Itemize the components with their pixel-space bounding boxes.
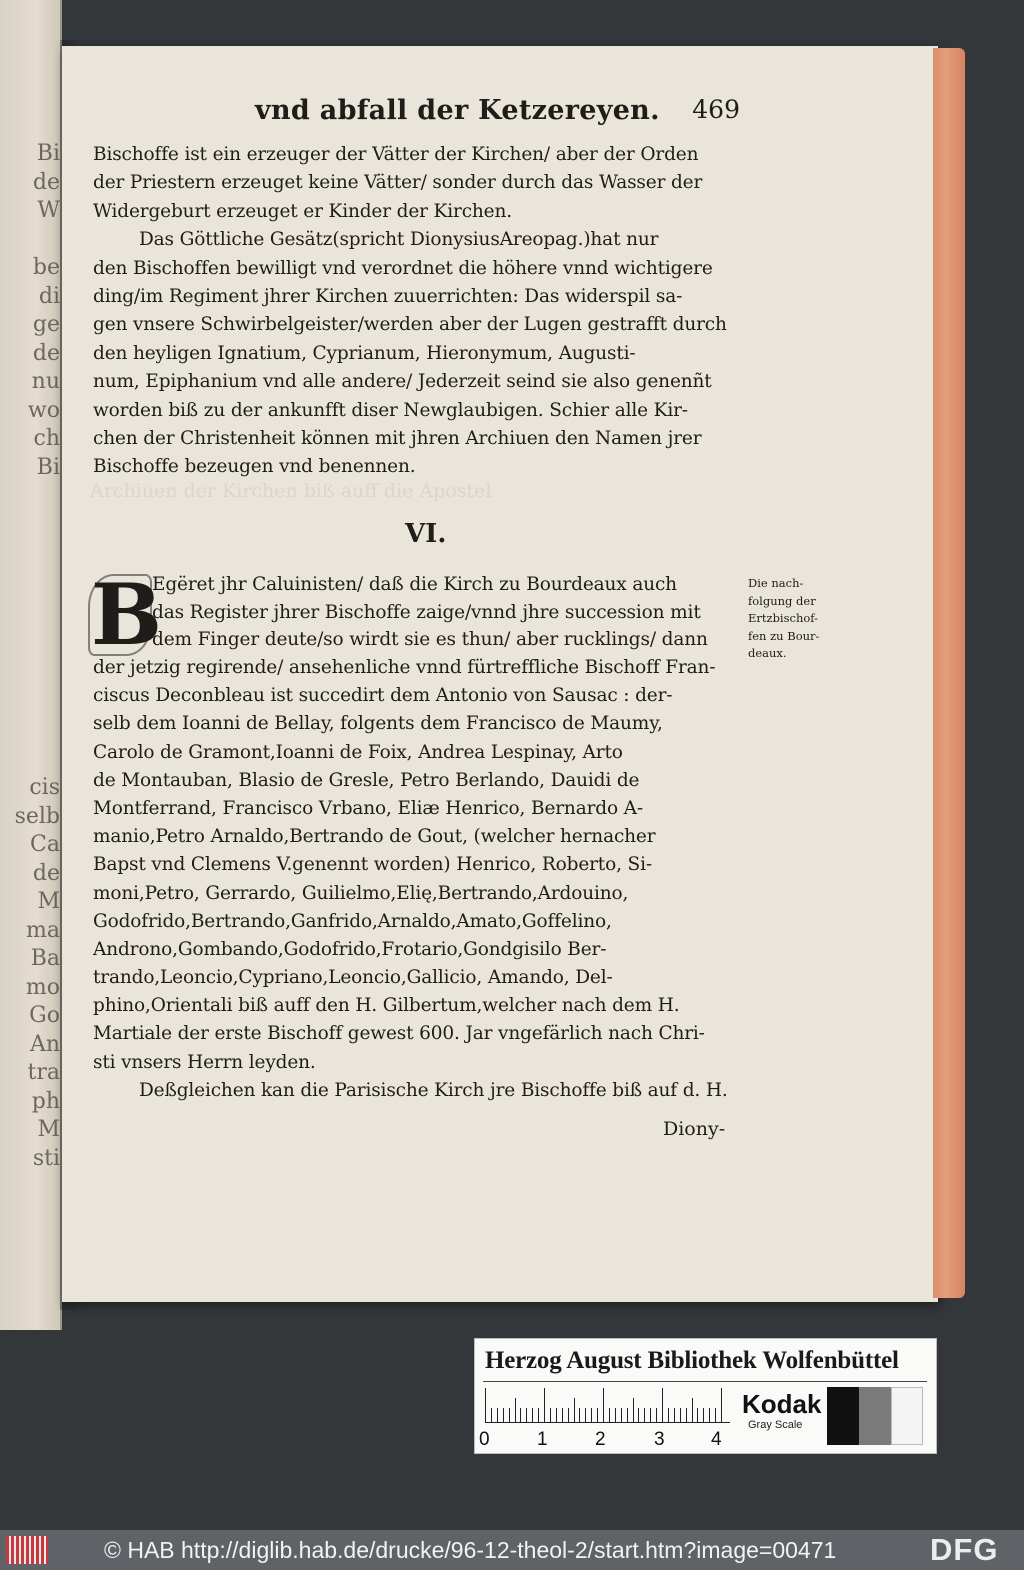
text-line: dem Finger deute/so wirdt sie es thun/ aber rucklings/ dann — [152, 629, 708, 650]
text-line: sti vnsers Herrn leyden. — [93, 1051, 316, 1073]
ruler-tick — [568, 1408, 569, 1422]
ruler-tick — [633, 1398, 634, 1422]
ruler-tick — [550, 1408, 551, 1422]
ruler-tick — [656, 1408, 657, 1422]
text-line: Carolo de Gramont,Ioanni de Foix, Andrea Lespinay, Arto — [93, 741, 623, 763]
left-page-fragments: Bi de W be di ge de nu wo ch Bi — [27, 141, 60, 480]
ruler-tick — [509, 1408, 510, 1422]
ruler-tick — [574, 1398, 575, 1422]
ruler-tick — [485, 1388, 486, 1422]
page-number: 469 — [692, 95, 740, 124]
reference-card — [474, 1338, 937, 1454]
ruler-tick — [591, 1408, 592, 1422]
ruler-tick — [556, 1408, 557, 1422]
text-line: manio,Petro Arnaldo,Bertrando de Gout, (welcher hernacher — [93, 826, 656, 848]
text-line: ding/im Regiment jhrer Kirchen zuuerrichten: Das widerspil sa- — [93, 285, 683, 307]
text-line: Bischoffe ist ein erzeuger der Vätter der Kirchen/ aber der Orden — [93, 144, 699, 165]
gray-swatch-white — [891, 1387, 923, 1445]
text-line: Godofrido,Bertrando,Ganfrido,Arnaldo,Amato,Goffelino, — [93, 910, 612, 932]
ruler-tick — [579, 1408, 580, 1422]
library-name: Herzog August Bibliothek Wolfenbüttel — [485, 1347, 899, 1374]
text-line: worden biß zu der ankunfft diser Newglaubigen. Schier alle Kir- — [93, 399, 688, 421]
ruler-tick — [715, 1408, 716, 1422]
dropcap: B — [91, 565, 162, 664]
text-line: moni,Petro, Gerrardo, Guilielmo,Elię,Bertrando,Ardouino, — [93, 882, 629, 904]
text-line: das Register jhrer Bischoffe zaige/vnnd jhre succession mit — [152, 601, 701, 623]
marginal-note-line: Ertzbischof- — [748, 611, 819, 625]
ruler-tick — [621, 1408, 622, 1422]
ruler-tick — [603, 1388, 604, 1422]
text-line: trando,Leoncio,Cypriano,Leoncio,Gallicio, Amando, Del- — [93, 967, 613, 989]
card-divider — [483, 1381, 927, 1382]
ruler-tick — [697, 1408, 698, 1422]
text-line: den Bischoffen bewilligt vnd verordnet die höhere vnnd wichtigere — [93, 257, 713, 279]
copyright-link[interactable]: © HAB http://diglib.hab.de/drucke/96-12-theol-2/start.htm?image=00471 — [104, 1537, 837, 1563]
text-line: der jetzig regirende/ ansehenliche vnnd fürtreffliche Bischoff Fran- — [93, 657, 716, 678]
gray-scale-label: Gray Scale — [748, 1419, 803, 1431]
ruler-tick — [680, 1408, 681, 1422]
ruler-tick — [674, 1408, 675, 1422]
ruler-tick — [544, 1388, 545, 1422]
measurement-ruler — [485, 1387, 730, 1423]
text-line: selb dem Ioanni de Bellay, folgents dem Francisco de Maumy, — [93, 713, 663, 735]
text-line: chen der Christenheit können mit jhren Archiuen den Namen jrer — [93, 427, 702, 449]
ruler-tick — [597, 1408, 598, 1422]
gray-swatch-mid — [859, 1387, 891, 1445]
ruler-tick — [585, 1408, 586, 1422]
ruler-tick — [709, 1408, 710, 1422]
text-line: Bischoffe bezeugen vnd benennen. — [93, 456, 416, 478]
text-line: der Priestern erzeuget keine Vätter/ sonder durch das Wasser der — [93, 172, 703, 194]
page-edge-red — [933, 48, 965, 1298]
ruler-tick — [538, 1408, 539, 1422]
ruler-tick — [650, 1408, 651, 1422]
ruler-number: 0 — [479, 1429, 490, 1450]
text-block-1 — [93, 141, 745, 482]
ruler-tick — [609, 1408, 610, 1422]
ruler-tick — [520, 1408, 521, 1422]
marginal-note-line: folgung der — [748, 593, 816, 608]
ruler-tick — [686, 1408, 687, 1422]
hab-barcode-icon — [6, 1536, 48, 1564]
ruler-tick — [503, 1408, 504, 1422]
ruler-number: 2 — [595, 1429, 606, 1450]
ruler-tick — [627, 1408, 628, 1422]
text-block-3 — [93, 654, 745, 1105]
text-line: de Montauban, Blasio de Gresle, Petro Berlando, Dauidi de — [93, 769, 640, 791]
ruler-tick — [638, 1408, 639, 1422]
left-page-edge — [0, 0, 62, 1330]
ruler-tick — [562, 1408, 563, 1422]
ruler-number: 4 — [711, 1429, 722, 1450]
running-title: vnd abfall der Ketzereyen. — [255, 95, 660, 126]
ruler-tick — [526, 1408, 527, 1422]
text-line: phino,Orientali biß auff den H. Gilbertum,welcher nach dem H. — [93, 995, 680, 1017]
marginal-note — [748, 575, 848, 663]
text-line: Egëret jhr Caluinisten/ daß die Kirch zu Bourdeaux auch — [152, 574, 677, 595]
marginal-note-line: deaux. — [748, 646, 787, 660]
page-header — [255, 95, 740, 135]
kodak-logo: Kodak — [742, 1389, 822, 1419]
text-line: gen vnsere Schwirbelgeister/werden aber der Lugen gestrafft durch — [93, 314, 727, 336]
ruler-tick — [532, 1408, 533, 1422]
text-line: Martiale der erste Bischoff gewest 600. Jar vngefärlich nach Chri- — [93, 1023, 705, 1045]
text-line: Bapst vnd Clemens V.genennt worden) Henrico, Roberto, Si- — [93, 854, 652, 876]
text-line: Das Göttliche Gesätz(spricht DionysiusAreopag.)hat nur — [139, 229, 659, 251]
ruler-tick — [692, 1398, 693, 1422]
ruler-tick — [721, 1388, 722, 1422]
ruler-number: 3 — [654, 1429, 665, 1450]
ruler-tick — [497, 1408, 498, 1422]
text-block-2 — [152, 571, 742, 654]
text-line: Deßgleichen kan die Parisische Kirch jre Bischoffe biß auf d. H. — [139, 1079, 728, 1101]
left-page-fragments-lower: cis selb Ca de M ma Ba mo Go An tra ph M sti — [14, 775, 60, 1171]
text-line: Androno,Gombando,Godofrido,Frotario,Gondgisilo Ber- — [93, 938, 607, 960]
catchword: Diony- — [663, 1118, 726, 1140]
ruler-tick — [668, 1408, 669, 1422]
marginal-note-line: fen zu Bour- — [748, 628, 820, 643]
text-line: num, Epiphanium vnd alle andere/ Jederzeit seind sie also genenñt — [93, 371, 712, 393]
ruler-tick — [491, 1408, 492, 1422]
ruler-tick — [615, 1408, 616, 1422]
ruler-tick — [515, 1398, 516, 1422]
dfg-logo: DFG — [930, 1532, 999, 1567]
text-line: den heyligen Ignatium, Cyprianum, Hieronymum, Augusti- — [93, 342, 636, 364]
marginal-note-line: Die nach- — [748, 576, 804, 590]
ruler-tick — [644, 1408, 645, 1422]
text-line: Montferrand, Francisco Vrbano, Eliæ Henrico, Bernardo A- — [93, 797, 643, 819]
text-line: ciscus Deconbleau ist succedirt dem Antonio von Sausac : der- — [93, 685, 673, 707]
section-heading: VI. — [405, 519, 447, 549]
text-line: Widergeburt erzeuget er Kinder der Kirchen. — [93, 200, 512, 222]
ruler-tick — [703, 1408, 704, 1422]
ruler-tick — [662, 1388, 663, 1422]
ruler-number: 1 — [537, 1429, 548, 1450]
gray-swatch-black — [827, 1387, 859, 1445]
